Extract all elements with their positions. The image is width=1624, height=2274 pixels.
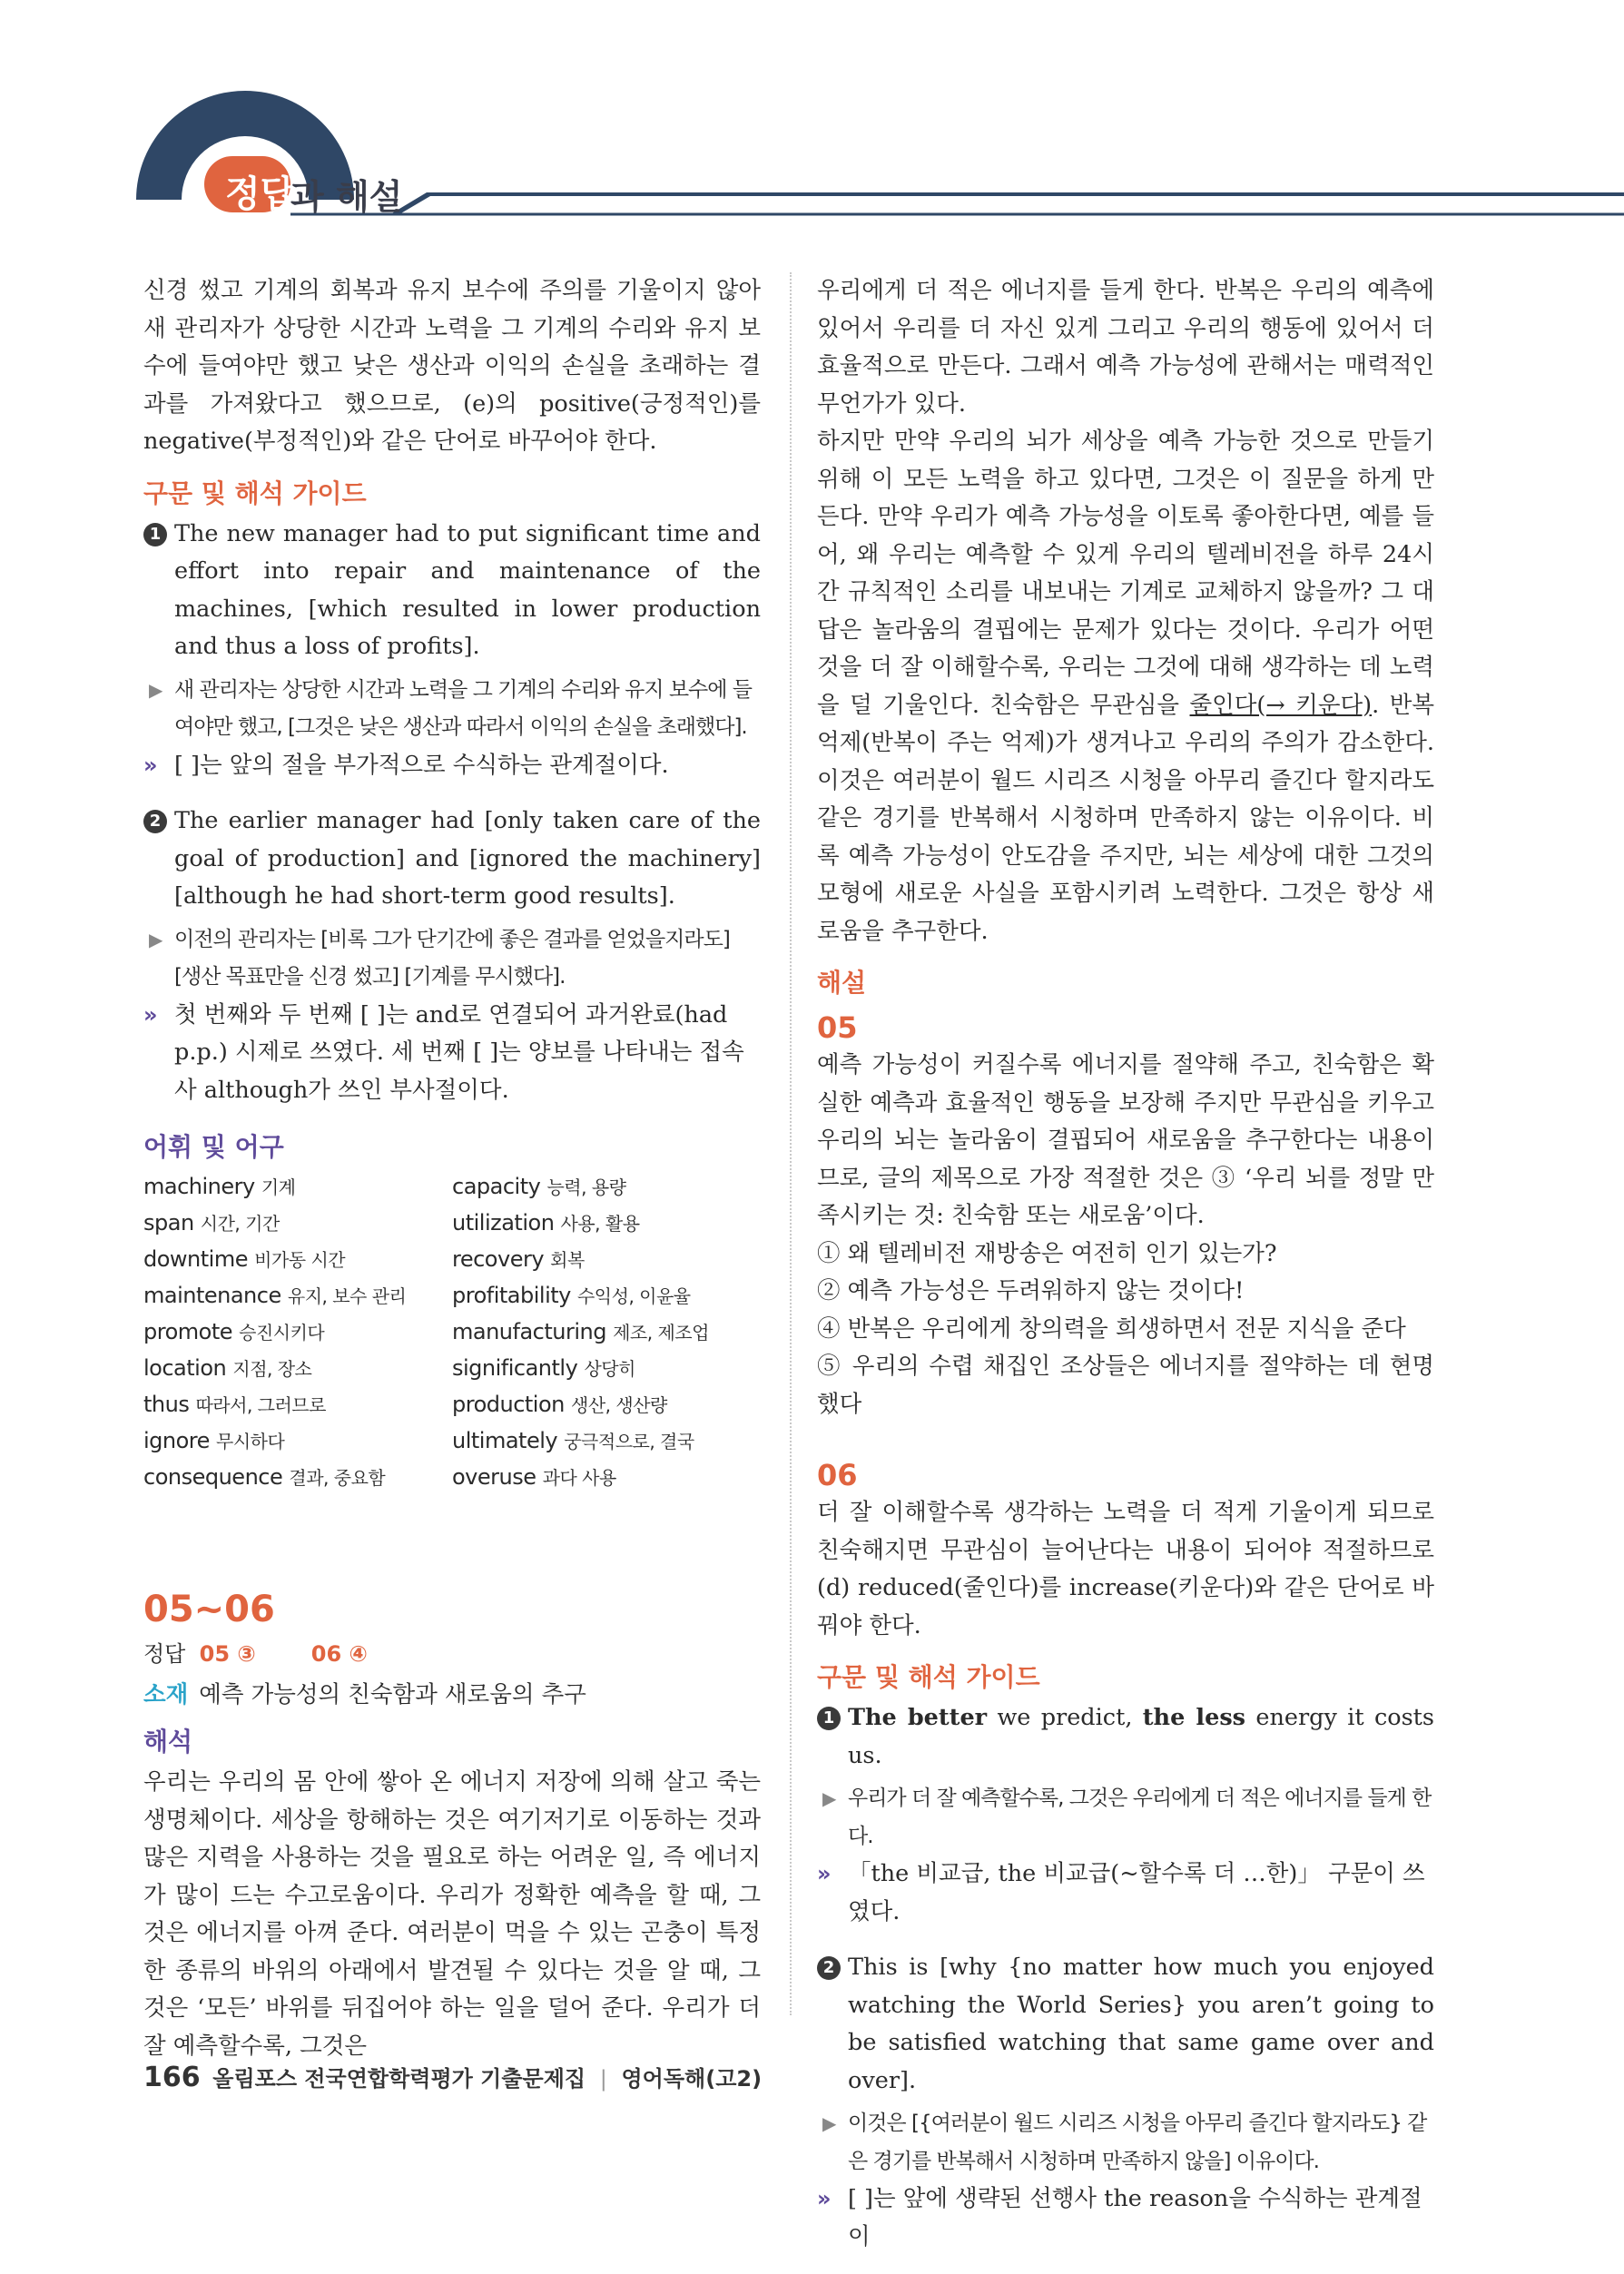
- section-number: 05~06: [143, 1589, 275, 1630]
- question-05-number: 05: [817, 1010, 858, 1045]
- intro-paragraph: 신경 썼고 기계의 회복과 유지 보수에 주의를 기울이지 않아 새 관리자가 상당한 시간과 노력을 그 기계의 수리와 유지 보수에 들여야만 했고 낮은 생산과 이익의 손실을 초래하는 결과를 가져왔다고 했으므로, (e)의 positive(긍정적인)를 negative(부정적인)와 같은 단어로 바꾸어야 한다.: [143, 277, 761, 455]
- double-chevron-icon: »: [143, 752, 158, 778]
- vocab-item: overuse 과다 사용: [452, 1464, 616, 1490]
- vocab-item: profitability 수익성, 이윤율: [452, 1283, 691, 1308]
- left-column: [143, 272, 761, 2065]
- page-number: 166: [143, 2062, 201, 2093]
- vocab-item: ultimately 궁극적으로, 결국: [452, 1428, 694, 1453]
- guide-note-1: » [ ]는 앞의 절을 부가적으로 수식하는 관계절이다.: [143, 747, 761, 785]
- guide-sentence-r2: 2 This is [why {no matter how much you enjoyed watching the World Series} you aren’t going to be satisfied watching that same game over and over].: [817, 1949, 1434, 2100]
- explanation-heading: 해설: [817, 968, 867, 998]
- number-badge: 1: [817, 1707, 841, 1730]
- triangle-icon: ▶: [822, 2112, 836, 2134]
- guide-translation-r2: ▶ 이것은 [{여러분이 월드 시리즈 시청을 아무리 즐긴다 할지라도} 같은 경기를 반복해서 시청하며 만족하지 않을] 이유이다.: [817, 2105, 1434, 2180]
- guide-sentence-r1: 1 The better we predict, the less energy it costs us.: [817, 1699, 1434, 1775]
- option-1: ① 왜 텔레비전 재방송은 여전히 인기 있는가?: [817, 1239, 1277, 1267]
- vocab-item: span 시간, 기간: [143, 1210, 280, 1235]
- vocab-item: promote 승진시키다: [143, 1319, 325, 1344]
- double-chevron-icon: »: [817, 2186, 832, 2211]
- vocab-item: utilization 사용, 활용: [452, 1210, 640, 1235]
- subject-title: 영어독해(고2): [621, 2066, 763, 2092]
- explanation-05: 예측 가능성이 커질수록 에너지를 절약해 주고, 친숙함은 확실한 예측과 효율적인 행동을 보장해 주지만 무관심을 키우고 우리의 뇌는 놀라움이 결핍되어 새로움을 추구한다는 내용이므로, 글의 제목으로 가장 적절한 것은 ③ ‘우리 뇌를 정말 만족시키는 것: 친숙함 또는 새로움’이다.: [817, 1051, 1434, 1229]
- guide-heading-right: 구문 및 해석 가이드: [817, 1662, 1040, 1692]
- guide-note-r2: » [ ]는 앞에 생략된 선행사 the reason을 수식하는 관계절이: [817, 2180, 1434, 2256]
- number-badge: 2: [143, 810, 167, 833]
- footer-separator: |: [599, 2066, 607, 2092]
- triangle-icon: ▶: [149, 928, 162, 950]
- translation-cont-2: 하지만 만약 우리의 뇌가 세상을 예측 가능한 것으로 만들기 위해 이 모든 노력을 하고 있다면, 그것은 이 질문을 하게 만든다. 만약 우리가 예측 가능성을 이토록 좋아한다면, 예를 들어, 왜 우리는 예측할 수 있게 우리의 텔레비전을 하루 24시간 규칙적인 소리를 내보내는 기계로 교체하지 않을까? 그 대답은 놀라움의 결핍에는 문제가 있다는 것이다. 우리가 어떤 것을 더 잘 이해할수록, 우리는 그것에 대해 생각하는 데 노력을 덜 기울인다. 친숙함은 무관심을 줄인다(→ 키운다). 반복 억제(반복이 주는 억제)가 생겨나고 우리의 주의가 감소한다. 이것은 여러분이 월드 시리즈 시청을 아무리 즐긴다 할지라도 같은 경기를 반복해서 시청하며 만족하지 않는 이유이다. 비록 예측 가능성이 안도감을 주지만, 뇌는 세상에 대한 그것의 모형에 새로운 사실을 포함시키려 노력한다. 그것은 항상 새로움을 추구한다.: [817, 428, 1434, 945]
- vocab-item: downtime 비가동 시간: [143, 1246, 346, 1272]
- number-badge: 1: [143, 523, 167, 546]
- column-divider: [790, 272, 792, 2015]
- topic-line: 소재 예측 가능성의 친숙함과 새로움의 추구: [143, 1681, 586, 1708]
- answer-line: 정답 05 ③ 06 ④: [143, 1641, 368, 1667]
- triangle-icon: ▶: [149, 678, 162, 701]
- book-title: 올림포스 전국연합학력평가 기출문제집: [212, 2066, 586, 2092]
- vocab-item: thus 따라서, 그러므로: [143, 1392, 326, 1417]
- explanation-06: 더 잘 이해할수록 생각하는 노력을 더 적게 기울이게 되므로 친숙해지면 무관심이 늘어난다는 내용이 되어야 적절하므로 (d) reduced(줄인다)를 increase(키운다)와 같은 단어로 바꿔야 한다.: [817, 1499, 1434, 1639]
- vocab-heading: 어휘 및 어구: [143, 1132, 284, 1162]
- guide-translation-2: ▶ 이전의 관리자는 [비록 그가 단기간에 좋은 결과를 얻었을지라도] [생산 목표만을 신경 썼고] [기계를 무시했다].: [143, 921, 761, 997]
- page-footer: [143, 2061, 762, 2093]
- translation-cont-1: 우리에게 더 적은 에너지를 들게 한다. 반복은 우리의 예측에 있어서 우리를 더 자신 있게 그리고 우리의 행동에 있어서 더 효율적으로 만든다. 그래서 예측 가능성에 관해서는 매력적인 무언가가 있다.: [817, 277, 1434, 418]
- vocab-item: maintenance 유지, 보수 관리: [143, 1283, 407, 1308]
- guide-note-r1: » 「the 비교급, the 비교급(~할수록 더 …한)」 구문이 쓰였다.: [817, 1856, 1434, 1931]
- guide-translation-1: ▶ 새 관리자는 상당한 시간과 노력을 그 기계의 수리와 유지 보수에 들여야만 했고, [그것은 낮은 생산과 따라서 이익의 손실을 초래했다].: [143, 672, 761, 747]
- vocab-list: [143, 1169, 761, 1496]
- guide-heading: 구문 및 해석 가이드: [143, 477, 367, 508]
- question-06-number: 06: [817, 1458, 858, 1492]
- guide-sentence-1: 1 The new manager had to put significant time and effort into repair and maintenance of the machines, [which resulted in lower production and thus a loss of profits].: [143, 516, 761, 666]
- option-5: ⑤ 우리의 수렵 채집인 조상들은 에너지를 절약하는 데 현명했다: [817, 1353, 1434, 1418]
- header-title: 과 해설: [290, 177, 403, 217]
- vocab-item: manufacturing 제조, 제조업: [452, 1319, 709, 1344]
- vocab-item: machinery 기계: [143, 1174, 296, 1199]
- vocab-item: recovery 회복: [452, 1246, 585, 1272]
- underlined-phrase: 줄인다(→ 키운다): [1189, 691, 1373, 719]
- vocab-item: capacity 능력, 용량: [452, 1174, 626, 1199]
- guide-note-2: » 첫 번째와 두 번째 [ ]는 and로 연결되어 과거완료(had p.p.) 시제로 쓰였다. 세 번째 [ ]는 양보를 나타내는 접속사 although가 쓰인 부사절이다.: [143, 997, 761, 1110]
- vocab-item: production 생산, 생산량: [452, 1392, 667, 1417]
- page-header: [0, 0, 1624, 236]
- guide-translation-r1: ▶ 우리가 더 잘 예측할수록, 그것은 우리에게 더 적은 에너지를 들게 한다.: [817, 1780, 1434, 1856]
- triangle-icon: ▶: [822, 1787, 836, 1809]
- vocab-item: ignore 무시하다: [143, 1428, 285, 1453]
- vocab-item: location 지점, 장소: [143, 1355, 312, 1381]
- translation-heading: 해석: [143, 1727, 193, 1757]
- number-badge: 2: [817, 1956, 841, 1980]
- vocab-item: significantly 상당히: [452, 1355, 635, 1381]
- option-4: ④ 반복은 우리에게 창의력을 희생하면서 전문 지식을 준다: [817, 1314, 1406, 1343]
- guide-sentence-2: 2 The earlier manager had [only taken care of the goal of production] and [ignored the machinery] [although he had short-term good results].: [143, 802, 761, 916]
- option-2: ② 예측 가능성은 두려워하지 않는 것이다!: [817, 1277, 1245, 1304]
- right-column: [817, 272, 1434, 2274]
- double-chevron-icon: »: [817, 1861, 832, 1886]
- vocab-item: consequence 결과, 중요함: [143, 1464, 386, 1490]
- header-badge: 정답: [225, 173, 296, 215]
- translation-paragraph: 우리는 우리의 몸 안에 쌓아 온 에너지 저장에 의해 살고 죽는 생명체이다. 세상을 항해하는 것은 여기저기로 이동하는 것과 많은 지력을 사용하는 것을 필요로 하는 어려운 일, 즉 에너지가 많이 드는 수고로움이다. 우리가 정확한 예측을 할 때, 그것은 에너지를 아껴 준다. 여러분이 먹을 수 있는 곤충이 특정한 종류의 바위의 아래에서 발견될 수 있다는 것을 알 때, 그것은 ‘모든’ 바위를 뒤집어야 하는 일을 덜어 준다. 우리가 더 잘 예측할수록, 그것은: [143, 1768, 761, 2060]
- double-chevron-icon: »: [143, 1001, 158, 1028]
